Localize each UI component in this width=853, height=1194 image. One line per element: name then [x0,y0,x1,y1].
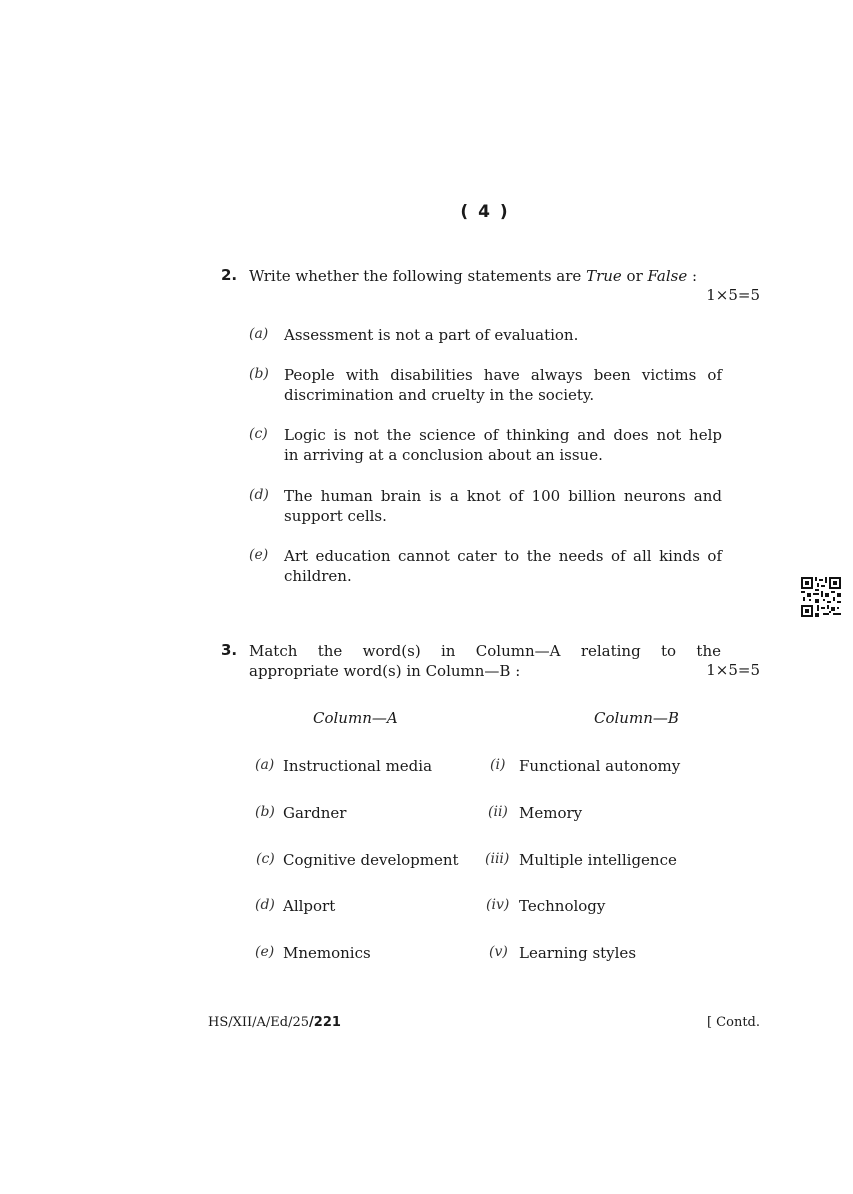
q2-colon: : [687,267,698,285]
match-c-text: Cognitive development [283,851,459,869]
match-d-label: (d) [255,897,275,913]
q2-item-e-text [284,546,722,586]
q2-item-a-text [284,325,722,345]
column-a-heading: Column—A [313,709,398,727]
q3-marks: 1×5=5 [706,661,760,679]
q2-item-b-label: (b) [249,366,269,382]
qr-code-icon [801,577,841,617]
q2-item-c-label: (c) [249,426,268,442]
match-iii-label: (iii) [485,851,510,867]
q3-question-text [249,641,721,681]
match-iii-text: Multiple intelligence [519,851,677,869]
q2-false-word: False [647,267,688,285]
q3-number: 3. [221,641,238,659]
match-iv-label: (iv) [486,897,510,913]
match-e-text: Mnemonics [283,944,371,962]
q2-item-e-label: (e) [249,547,269,563]
q2-item-a-label: (a) [249,326,269,342]
match-ii-text: Memory [519,804,583,822]
match-a-label: (a) [255,757,275,773]
q2-item-d-line1: The human brain is a knot of 100 billion neurons and [284,487,722,505]
q2-item-c-line2: in arriving at a conclusion about an issue. [284,446,603,464]
match-a-text: Instructional media [283,757,433,775]
q2-item-d-text [284,486,722,526]
q2-item-d-label: (d) [249,487,269,503]
q2-item-e-line2: children. [284,567,352,585]
q3-line1: Match the word(s) in Column—A relating to the [249,642,721,660]
q2-true-word: True [586,267,622,285]
match-e-label: (e) [255,944,275,960]
q2-marks: 1×5=5 [706,286,760,304]
q2-text-before: Write whether the following statements are [249,267,587,285]
match-d-text: Allport [283,897,336,915]
match-i-text: Functional autonomy [519,757,681,775]
q2-item-d-line2: support cells. [284,507,387,525]
column-b-heading: Column—B [594,709,679,727]
q2-item-c-text [284,425,722,465]
q2-item-b-line1: People with disabilities have always been victims of [284,366,722,384]
page-number: ( 4 ) [460,202,510,222]
q3-line2: appropriate word(s) in Column—B : [249,662,521,680]
q2-item-c-line1: Logic is not the science of thinking and does not help [284,426,722,444]
paper-code [208,1015,341,1030]
match-c-label: (c) [256,851,275,867]
q2-number: 2. [221,266,238,284]
paper-code-prefix: HS/XII/A/Ed/25 [208,1015,310,1030]
q2-item-b-text [284,365,722,405]
match-v-text: Learning styles [519,944,637,962]
q2-item-b-line2: discrimination and cruelty in the society. [284,386,595,404]
q2-or-word: or [621,267,648,285]
q2-item-e-line1: Art education cannot cater to the needs of all kinds of [284,547,722,565]
match-v-label: (v) [489,944,508,960]
contd-label: [ Contd. [706,1015,760,1030]
paper-code-bold: /221 [309,1015,341,1030]
q2-question-text [249,266,697,286]
match-iv-text: Technology [519,897,606,915]
match-ii-label: (ii) [488,804,508,820]
match-b-label: (b) [255,804,275,820]
q2-item-a-line1: Assessment is not a part of evaluation. [284,326,579,344]
match-i-label: (i) [490,757,506,773]
match-b-text: Gardner [283,804,347,822]
